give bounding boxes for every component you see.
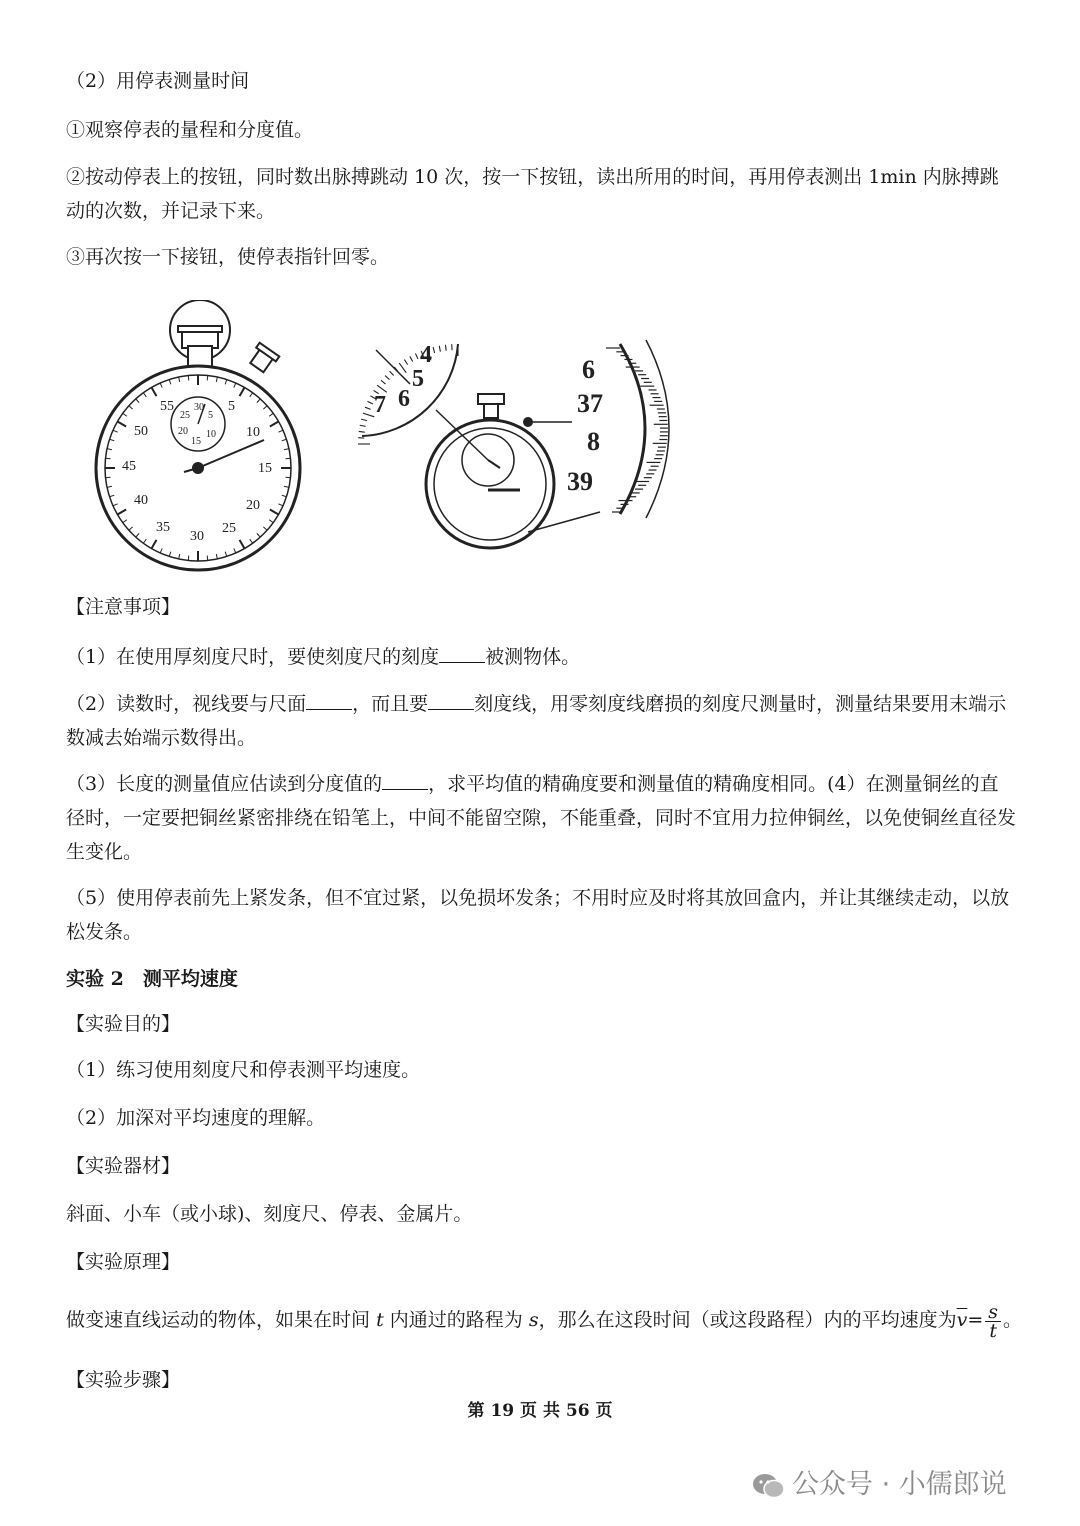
tick-mark	[106, 458, 111, 459]
dial-number: 15	[258, 461, 272, 476]
principle-text-c: ，那么在这段时间（或这段路程）内的平均速度为	[538, 1309, 957, 1331]
scale-number: 7	[374, 392, 386, 418]
wechat-icon	[752, 1472, 786, 1500]
small-dial-number: 30	[194, 402, 204, 413]
note-2-text-b: ，而且要	[352, 693, 429, 715]
note-3-text-b: ，求平均值的精确度要和测量值的精确度相同。(4）在测量铜丝的直径时，一定要把铜丝紧密排绕在铅笔上，中间不能留空隙，不能重叠，同时不宜用力拉伸铜丝，以免使铜丝直径发生变化。	[66, 773, 1017, 863]
formula-fraction	[985, 1300, 1001, 1342]
principle-text	[66, 1300, 1022, 1340]
dial-number: 55	[160, 399, 174, 414]
right-left-scale-numbers	[374, 342, 432, 418]
purpose-title: 【实验目的】	[66, 1013, 181, 1035]
note-1-text-a: （1）在使用厚刻度尺时，要使刻度尺的刻度	[66, 646, 440, 668]
purpose-2: （2）加深对平均速度的理解。	[66, 1107, 326, 1129]
principle-title: 【实验原理】	[66, 1251, 181, 1273]
watermark-text: 公众号 · 小儒郎说	[792, 1469, 1007, 1500]
scale-number: 39	[567, 467, 593, 496]
note-3-text-a: （3）长度的测量值应估读到分度值的	[66, 773, 383, 795]
formula-numerator: s	[985, 1303, 1001, 1322]
tick-mark	[368, 401, 373, 404]
note-1-text-b: 被测物体。	[485, 646, 581, 668]
tick-mark	[363, 413, 374, 417]
note-2-text-a: （2）读数时，视线要与尺面	[66, 693, 307, 715]
right-stopwatch	[362, 340, 669, 548]
scale-number: 6	[582, 355, 595, 384]
tick-mark	[390, 371, 394, 375]
tick-mark	[410, 356, 413, 361]
dial-number: 45	[122, 459, 136, 474]
step-3: ③再次按一下接钮，使停表指针回零。	[66, 246, 390, 268]
principle-end: 。	[1003, 1309, 1023, 1331]
purpose-1: （1）练习使用刻度尺和停表测平均速度。	[66, 1059, 421, 1081]
fill-blank[interactable]	[382, 769, 428, 790]
tick-mark	[404, 360, 407, 365]
equipment-list: 斜面、小车（或小球)、刻度尺、停表、金属片。	[66, 1203, 473, 1225]
step-1: ①观察停表的量程和分度值。	[66, 119, 314, 141]
small-dial-number: 20	[178, 426, 188, 437]
scale-number: 6	[398, 386, 410, 412]
formula-equals: =	[967, 1309, 984, 1331]
tick-mark	[439, 346, 440, 352]
formula-v: $\overline{v}$	[956, 1309, 968, 1331]
notes-title: 【注意事项】	[66, 596, 181, 618]
tick-mark	[286, 477, 291, 478]
note-item-5: （5）使用停表前先上紧发条，但不宜过紧，以免损坏发条；不用时应及时将其放回盒内，并让其继续走动，以放松发条。	[66, 887, 1010, 943]
variable-t: t	[376, 1309, 384, 1331]
note-item-2	[66, 687, 1016, 755]
steps-title: 【实验步骤】	[66, 1369, 181, 1391]
tick-mark	[207, 376, 208, 381]
small-dial-number: 15	[191, 436, 201, 447]
scale-number: 5	[412, 366, 424, 392]
scale-number: 4	[420, 342, 432, 368]
small-dial-number: 10	[206, 429, 216, 440]
dial-number: 35	[156, 520, 170, 535]
note-item-1	[66, 640, 580, 674]
note-item-3	[66, 767, 1016, 869]
note-2-text-c: 刻度线，用零刻度线磨损的刻度尺测量时，测量结果要用末端示数减去始端示数得出。	[66, 693, 1007, 749]
dial-number: 30	[190, 529, 204, 544]
variable-s: s	[528, 1309, 539, 1331]
dial-number: 10	[246, 425, 260, 440]
dial-number: 50	[134, 424, 148, 439]
fill-blank[interactable]	[428, 689, 474, 710]
tick-mark	[445, 345, 446, 351]
tick-mark	[381, 380, 386, 384]
principle-text-a: 做变速直线运动的物体，如果在时间	[66, 1309, 371, 1331]
tick-mark	[106, 477, 111, 478]
page-number: 第 19 页 共 56 页	[467, 1401, 613, 1421]
tick-mark	[188, 556, 189, 561]
tick-mark	[415, 354, 418, 359]
stopwatch-heading: （2）用停表测量时间	[66, 70, 250, 92]
formula-denominator: t	[989, 1319, 997, 1342]
average-speed-formula	[956, 1300, 1003, 1342]
tick-mark	[188, 376, 189, 381]
tick-mark	[399, 363, 406, 373]
fill-blank[interactable]	[439, 642, 485, 663]
tick-mark	[207, 556, 208, 561]
tick-mark	[361, 419, 367, 420]
right-right-scale-numbers	[567, 355, 603, 496]
watermark	[752, 1462, 1007, 1501]
scale-number: 37	[577, 389, 603, 418]
dial-number: 25	[222, 521, 236, 536]
dial-number: 20	[246, 498, 260, 513]
dial-number: 5	[228, 399, 235, 414]
stopwatch-figure	[80, 300, 680, 580]
principle-text-b: 内通过的路程为	[389, 1309, 523, 1331]
small-dial-number: 5	[208, 410, 213, 421]
tick-mark	[365, 407, 371, 409]
tick-mark	[433, 347, 434, 353]
experiment2-title: 实验 2 测平均速度	[66, 968, 238, 990]
tick-mark	[286, 458, 291, 459]
small-dial-number: 25	[180, 410, 190, 421]
fill-blank[interactable]	[306, 689, 352, 710]
tick-mark	[385, 376, 389, 380]
step-2: ②按动停表上的按钮，同时数出脉搏跳动 10 次，按一下按钮，读出所用的时间，再用停表测出 1min 内脉搏跳动的次数，并记录下来。	[66, 166, 999, 222]
tick-mark	[359, 431, 365, 432]
dial-number: 40	[134, 493, 148, 508]
scale-number: 8	[587, 427, 600, 456]
equipment-title: 【实验器材】	[66, 1155, 181, 1177]
tick-mark	[360, 425, 366, 426]
